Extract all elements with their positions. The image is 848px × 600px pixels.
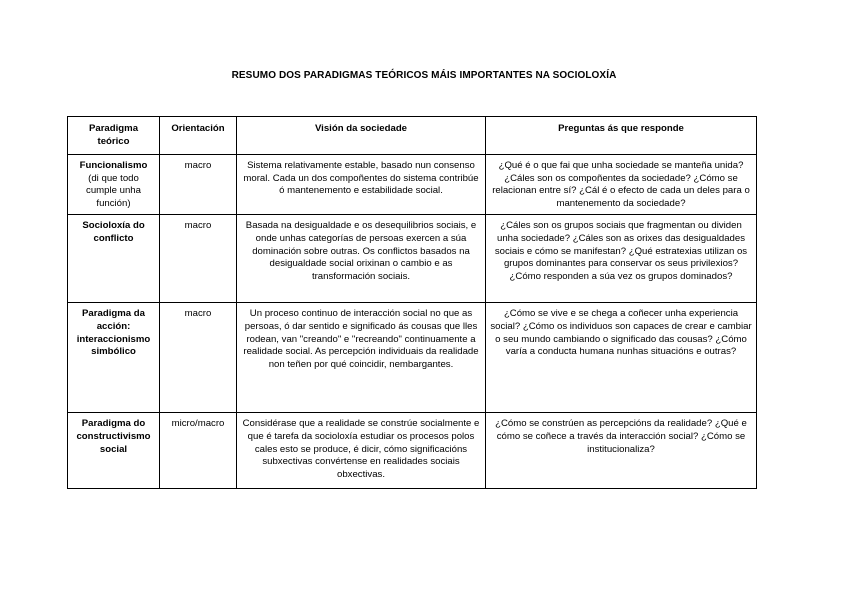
paradigm-cell xyxy=(68,303,160,413)
table-row xyxy=(68,215,757,303)
paradigms-table xyxy=(67,116,757,489)
questions-cell: ¿Cáles son os grupos sociais que fragmentan ou dividen unha sociedade? ¿Cáles son as orixes das desigualdades sociais e cómo se manifestan? ¿Qué estratexias utilizan os grupos dominantes para conservar os seus privilexios? ¿Cómo responden a súa vez os grupos dominados? xyxy=(486,215,757,303)
vision-cell: Sistema relativamente estable, basado nun consenso moral. Cada un dos compoñentes do sistema contribúe ó mantenemento e estabilidade social. xyxy=(237,155,486,215)
table-row xyxy=(68,413,757,489)
paradigm-note: (di que todo cumple unha función) xyxy=(86,172,141,209)
orientation-cell: macro xyxy=(160,303,237,413)
vision-cell: Un proceso continuo de interacción social no que as persoas, ó dar sentido e significado ás cousas que lles rodean, van "creando" e "recreando" continuamente a realidade social. As percepción individuais da realidade non teñen por qué coincidir, nembargantes. xyxy=(237,303,486,413)
questions-cell: ¿Cómo se constrúen as percepcións da realidade? ¿Qué e cómo se coñece a través da interacción social? ¿Cómo se institucionaliza? xyxy=(486,413,757,489)
table-header-row xyxy=(68,117,757,155)
questions-cell: ¿Cómo se vive e se chega a coñecer unha experiencia social? ¿Cómo os individuos son capaces de crear e cambiar o seu mundo cambiando o significado das cousas? ¿Cómo varía a conducta humana nunhas situacións e outras? xyxy=(486,303,757,413)
header-paradigm: Paradigma teórico xyxy=(68,117,160,155)
paradigm-name: Socioloxía do conflicto xyxy=(82,220,145,244)
table-row xyxy=(68,155,757,215)
paradigm-cell xyxy=(68,155,160,215)
orientation-cell: macro xyxy=(160,155,237,215)
vision-cell: Considérase que a realidade se constrúe socialmente e que é tarefa da socioloxía estudiar os procesos polos cales esto se produce, é dicir, cómo significacións subxectivas convértense en realidades sociais obxectivas. xyxy=(237,413,486,489)
orientation-cell: micro/macro xyxy=(160,413,237,489)
paradigm-name: Funcionalismo xyxy=(79,160,148,171)
orientation-cell: macro xyxy=(160,215,237,303)
header-orientation: Orientación xyxy=(160,117,237,155)
paradigm-name: Paradigma da acción: interaccionismo simbólico xyxy=(76,308,151,358)
table-row xyxy=(68,303,757,413)
document-title: RESUMO DOS PARADIGMAS TEÓRICOS MÁIS IMPORTANTES NA SOCIOLOXÍA xyxy=(231,70,617,81)
paradigm-name: Paradigma do constructivismo social xyxy=(76,418,151,455)
paradigm-cell xyxy=(68,413,160,489)
vision-cell: Basada na desigualdade e os desequilibrios sociais, e onde unhas categorías de persoas exercen a súa dominación sobre outras. Os conflictos basados na desigualdade social orixinan o cambio e as transformación sociais. xyxy=(237,215,486,303)
header-vision: Visión da sociedade xyxy=(237,117,486,155)
paradigm-cell xyxy=(68,215,160,303)
header-questions: Preguntas ás que responde xyxy=(486,117,757,155)
questions-cell: ¿Qué é o que fai que unha sociedade se manteña unida? ¿Cáles son os compoñentes da sociedade? ¿Cómo se relacionan entre sí? ¿Cál é o efecto de cada un deles para o mantenemento da sociedade? xyxy=(486,155,757,215)
